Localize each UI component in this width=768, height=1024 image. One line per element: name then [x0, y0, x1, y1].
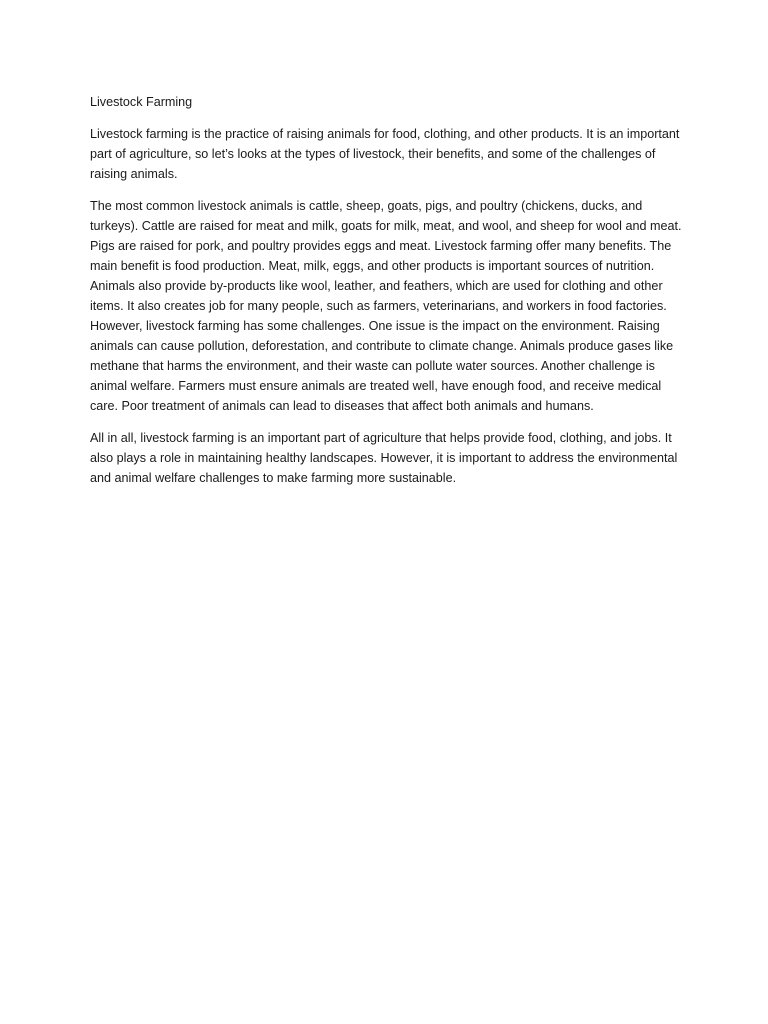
paragraph-body: The most common livestock animals is cattle, sheep, goats, pigs, and poultry (chickens, ducks, and turkeys). Cattle are raised for meat and milk, goats for milk, meat, and wool, and sheep for wool and meat. Pigs are raised for pork, and poultry provides eggs and meat. Livestock farming offer many benefits. The main benefit is food production. Meat, milk, eggs, and other products is important sources of nutrition. Animals also provide by-products like wool, leather, and feathers, which are used for clothing and other items. It also creates job for many people, such as farmers, veterinarians, and workers in food factories. However, livestock farming has some challenges. One issue is the impact on the environment. Raising animals can cause pollution, deforestation, and contribute to climate change. Animals produce gases like methane that harms the environment, and their waste can pollute water sources. Another challenge is animal welfare. Farmers must ensure animals are treated well, have enough food, and receive medical care. Poor treatment of animals can lead to diseases that affect both animals and humans. [90, 199, 682, 413]
paragraph-intro: Livestock farming is the practice of raising animals for food, clothing, and other products. It is an important part of agriculture, so let’s looks at the types of livestock, their benefits, and some of the challenges of raising animals. [90, 127, 680, 181]
paragraph-conclusion: All in all, livestock farming is an important part of agriculture that helps provide food, clothing, and jobs. It also plays a role in maintaining healthy landscapes. However, it is important to address the environmental and animal welfare challenges to make farming more sustainable. [90, 431, 678, 485]
document-body [90, 92, 682, 500]
document-title: Livestock Farming [90, 95, 193, 109]
